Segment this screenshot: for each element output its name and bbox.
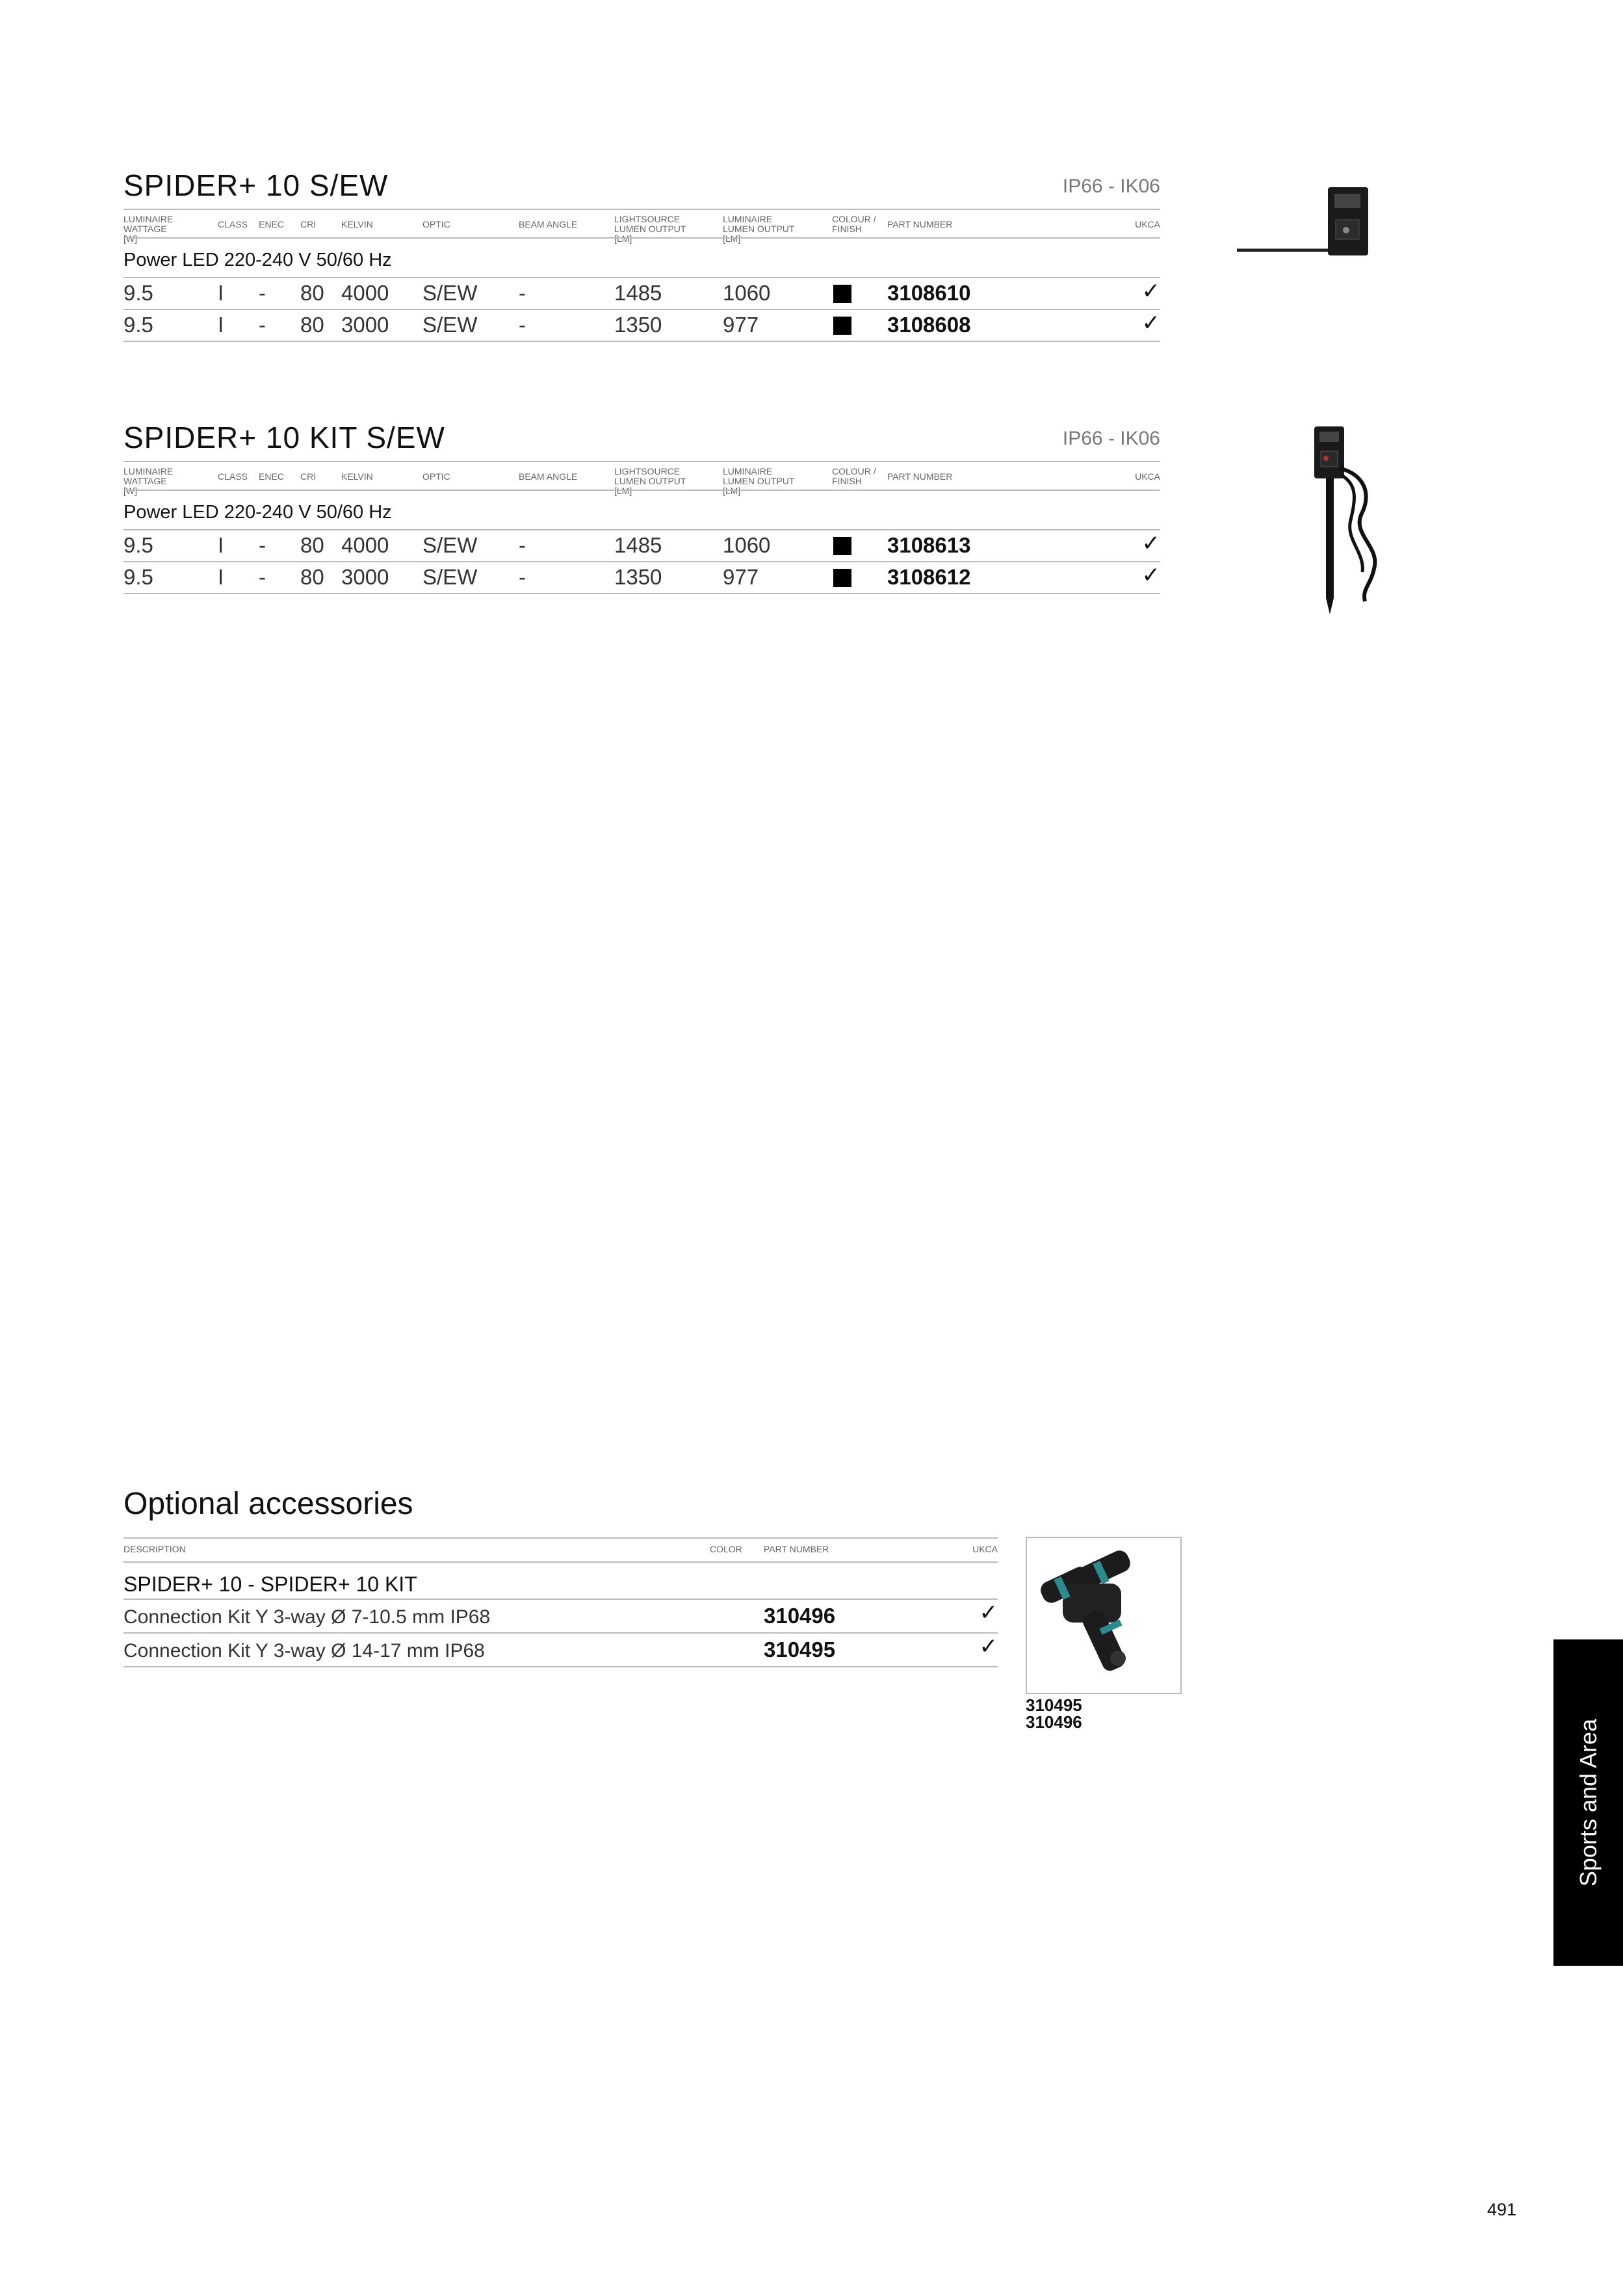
cell-enec: - [259,565,266,589]
accessories-header-rule [123,1537,998,1539]
column-headers [123,466,1160,496]
cell-class: I [218,533,224,557]
product-section-2 [123,420,1160,595]
page-number: 491 [1487,2200,1517,2219]
colour-swatch [833,285,851,303]
side-tab-label: Sports and Area [1574,1718,1602,1887]
header-lightsource-lumen: LIGHTSOURCE LUMEN OUTPUT [LM] [614,466,686,496]
header-kelvin: KELVIN [341,219,373,229]
header-rule [123,209,1160,210]
header-optic: OPTIC [422,219,450,229]
cell-enec: - [259,313,266,337]
cell-optic: S/EW [422,281,478,305]
section-side-tab [1553,1639,1623,1966]
connection-kit-image [1026,1537,1182,1694]
part-number: 3108612 [887,565,971,589]
header-color: COLOR [710,1544,742,1554]
spider-10-kit-product-image [1300,423,1391,618]
part-number: 3108608 [887,313,971,337]
cell-wattage: 9.5 [123,565,153,589]
header-enec: ENEC [259,471,284,482]
header-part-number: PART NUMBER [764,1544,829,1554]
cell-cri: 80 [300,533,324,557]
ukca-check-icon: ✓ [1141,563,1160,588]
header-luminaire-lumen: LUMINAIRE LUMEN OUTPUT [LM] [723,214,795,244]
accessories-title: Optional accessories [123,1487,413,1521]
part-number: 310495 [764,1637,836,1662]
ip-rating: IP66 - IK06 [1062,428,1160,449]
image-caption-1: 310495 [1026,1695,1082,1715]
cell-cri: 80 [300,313,324,337]
cell-kelvin: 4000 [341,281,389,305]
cell-class: I [218,313,224,337]
accessory-row [123,1600,998,1634]
cell-kelvin: 3000 [341,313,389,337]
ukca-check-icon: ✓ [979,1600,998,1625]
accessory-description: Connection Kit Y 3-way Ø 7-10.5 mm IP68 [123,1606,491,1628]
colour-swatch [833,569,851,587]
cell-beam: - [519,281,526,305]
cell-wattage: 9.5 [123,313,153,337]
ukca-check-icon: ✓ [1141,531,1160,556]
cell-beam: - [519,313,526,337]
ukca-check-icon: ✓ [979,1634,998,1659]
cell-wattage: 9.5 [123,533,153,557]
header-bottom-rule [123,489,1160,491]
cell-lum-lumen: 977 [723,313,759,337]
table-row [123,530,1160,562]
optional-accessories [123,1486,998,1675]
header-description: DESCRIPTION [123,1544,186,1554]
header-colour-finish: COLOUR / FINISH [832,466,876,486]
header-ukca: UKCA [1135,471,1160,482]
accessory-description: Connection Kit Y 3-way Ø 14-17 mm IP68 [123,1640,485,1662]
product-section-1 [123,168,1160,343]
table-row [123,562,1160,594]
header-optic: OPTIC [422,471,450,482]
cell-ls-lumen: 1485 [614,533,662,557]
ukca-check-icon: ✓ [1141,311,1160,335]
cell-ls-lumen: 1350 [614,313,662,337]
header-cri: CRI [300,219,317,229]
cell-lum-lumen: 1060 [723,281,771,305]
part-number: 310496 [764,1604,836,1628]
header-colour-finish: COLOUR / FINISH [832,214,876,234]
cell-cri: 80 [300,281,324,305]
cell-lum-lumen: 1060 [723,533,771,557]
header-beam-angle: BEAM ANGLE [519,471,578,482]
connector-icon [1027,1538,1180,1693]
accessories-header-bottom-rule [123,1561,998,1563]
header-bottom-rule [123,237,1160,239]
header-lightsource-lumen: LIGHTSOURCE LUMEN OUTPUT [LM] [614,214,686,244]
cell-lum-lumen: 977 [723,565,759,589]
accessories-group-label: SPIDER+ 10 - SPIDER+ 10 KIT [123,1572,417,1596]
ukca-check-icon: ✓ [1141,279,1160,304]
cell-enec: - [259,281,266,305]
header-wattage: LUMINAIRE WATTAGE [W] [123,466,174,496]
image-caption-2: 310496 [1026,1712,1082,1732]
column-headers [123,214,1160,244]
colour-swatch [833,317,851,335]
cell-ls-lumen: 1485 [614,281,662,305]
spider-10-product-image [1232,182,1381,257]
header-part-number: PART NUMBER [887,219,953,229]
product-title: SPIDER+ 10 S/EW [123,168,389,202]
cell-beam: - [519,533,526,557]
colour-swatch [833,537,851,555]
group-label: Power LED 220-240 V 50/60 Hz [123,250,392,270]
header-luminaire-lumen: LUMINAIRE LUMEN OUTPUT [LM] [723,466,795,496]
cell-class: I [218,281,224,305]
cell-wattage: 9.5 [123,281,153,305]
header-ukca: UKCA [1135,219,1160,229]
header-kelvin: KELVIN [341,471,373,482]
header-class: CLASS [218,219,248,229]
ip-rating: IP66 - IK06 [1062,176,1160,197]
header-ukca: UKCA [972,1544,998,1554]
header-rule [123,461,1160,462]
header-cri: CRI [300,471,317,482]
table-row [123,310,1160,342]
cell-cri: 80 [300,565,324,589]
group-label: Power LED 220-240 V 50/60 Hz [123,502,392,523]
cell-kelvin: 3000 [341,565,389,589]
cell-ls-lumen: 1350 [614,565,662,589]
part-number: 3108610 [887,281,971,305]
accessory-row [123,1634,998,1667]
cell-optic: S/EW [422,565,478,589]
cell-class: I [218,565,224,589]
cell-optic: S/EW [422,313,478,337]
cell-enec: - [259,533,266,557]
header-enec: ENEC [259,219,284,229]
cell-kelvin: 4000 [341,533,389,557]
product-title: SPIDER+ 10 KIT S/EW [123,421,445,454]
header-wattage: LUMINAIRE WATTAGE [W] [123,214,174,244]
header-part-number: PART NUMBER [887,471,953,482]
header-class: CLASS [218,471,248,482]
part-number: 3108613 [887,533,971,557]
header-beam-angle: BEAM ANGLE [519,219,578,229]
cell-beam: - [519,565,526,589]
cell-optic: S/EW [422,533,478,557]
table-row [123,278,1160,310]
